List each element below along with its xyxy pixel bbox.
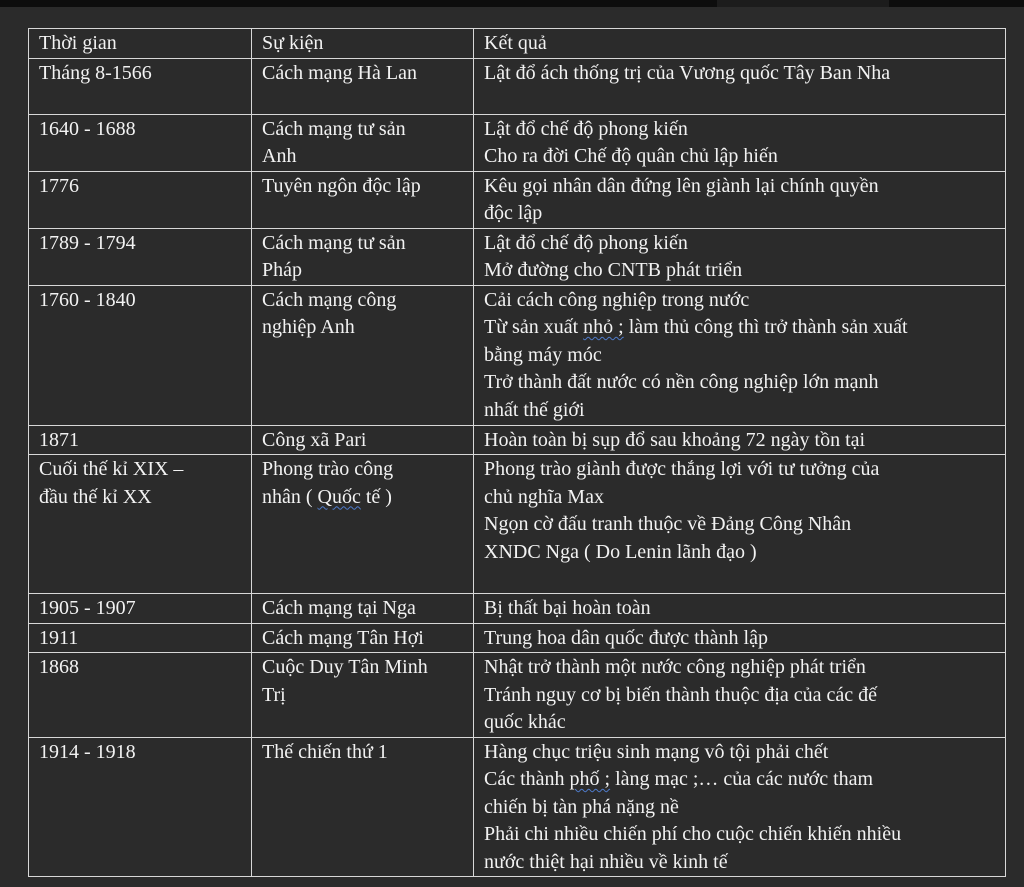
- cell-time: [29, 455, 252, 594]
- table-row: [29, 228, 1006, 285]
- table-row: [29, 171, 1006, 228]
- cell-time: [29, 594, 252, 624]
- event-line: Tuyên ngôn độc lập: [262, 174, 421, 197]
- cell-event: [252, 737, 474, 877]
- result-line: nhất thế giới: [484, 398, 585, 421]
- cell-result: [474, 228, 1006, 285]
- event-line: Pháp: [262, 259, 302, 281]
- event-line: Cách mạng công: [262, 288, 397, 311]
- event-line: Phong trào công: [262, 458, 394, 480]
- result-line: Mở đường cho CNTB phát triển: [484, 259, 743, 281]
- cell-event: [252, 58, 474, 114]
- cell-time: [29, 58, 252, 114]
- time-line: 1905 - 1907: [39, 597, 136, 619]
- result-line: Trở thành đất nước có nền công nghiệp lớn mạnh: [484, 371, 879, 393]
- event-line: Cách mạng tư sản: [262, 231, 406, 254]
- result-line: Cải cách công nghiệp trong nước: [484, 288, 750, 311]
- cell-time: [29, 285, 252, 425]
- result-line: độc lập: [484, 202, 543, 224]
- result-line: Các thành phố ; làng mạc ;… của các nước tham: [484, 768, 874, 790]
- result-line: nước thiệt hại nhiều về kinh tế: [484, 850, 728, 873]
- spellcheck-underline: Quốc: [317, 485, 361, 508]
- result-line: Phải chi nhiều chiến phí cho cuộc chiến khiến nhiều: [484, 823, 902, 845]
- table-body: [29, 58, 1006, 877]
- time-line: 1871: [39, 428, 79, 451]
- cell-time: [29, 653, 252, 738]
- cell-time: [29, 425, 252, 455]
- table-row: [29, 737, 1006, 877]
- cell-event: [252, 623, 474, 653]
- result-line: chiến bị tàn phá nặng nề: [484, 795, 679, 818]
- table-row: [29, 594, 1006, 624]
- cell-time: [29, 171, 252, 228]
- top-bar: [0, 0, 1024, 7]
- cell-result: [474, 285, 1006, 425]
- table-row: [29, 623, 1006, 653]
- table-row: [29, 58, 1006, 114]
- table-row: [29, 114, 1006, 171]
- cell-time: [29, 228, 252, 285]
- time-line: 1776: [39, 174, 79, 197]
- cell-event: [252, 653, 474, 738]
- history-events-table: [28, 28, 1006, 877]
- result-line: Hàng chục triệu sinh mạng vô tội phải chết: [484, 740, 829, 763]
- cell-event: [252, 594, 474, 624]
- top-bar-highlight: [717, 0, 889, 7]
- result-line: Lật đổ ách thống trị của Vương quốc Tây Ban Nha: [484, 61, 891, 84]
- result-line: quốc khác: [484, 711, 566, 733]
- result-line: bằng máy móc: [484, 343, 602, 366]
- cell-result: [474, 623, 1006, 653]
- cell-result: [474, 58, 1006, 114]
- table-row: [29, 455, 1006, 594]
- cell-result: [474, 653, 1006, 738]
- event-line: Cách mạng tư sản: [262, 117, 406, 140]
- result-line: Nhật trở thành một nước công nghiệp phát triển: [484, 656, 866, 678]
- time-line: 1868: [39, 656, 79, 678]
- result-line: Hoàn toàn bị sụp đổ sau khoảng 72 ngày tồn tại: [484, 428, 866, 451]
- cell-result: [474, 594, 1006, 624]
- header-time: Thời gian: [29, 29, 252, 59]
- result-line: Cho ra đời Chế độ quân chủ lập hiến: [484, 145, 778, 167]
- cell-event: [252, 114, 474, 171]
- cell-time: [29, 737, 252, 877]
- event-line: nghiệp Anh: [262, 316, 355, 338]
- event-line: Cách mạng Tân Hợi: [262, 626, 424, 649]
- cell-time: [29, 623, 252, 653]
- result-line: Kêu gọi nhân dân đứng lên giành lại chính quyền: [484, 174, 879, 197]
- result-line: Lật đổ chế độ phong kiến: [484, 231, 688, 254]
- result-line: Ngọn cờ đấu tranh thuộc về Đảng Công Nhân: [484, 513, 852, 535]
- table-row: [29, 285, 1006, 425]
- event-line: Công xã Pari: [262, 428, 367, 451]
- cell-result: [474, 171, 1006, 228]
- cell-result: [474, 455, 1006, 594]
- result-line: Phong trào giành được thắng lợi với tư tưởng của: [484, 458, 880, 480]
- table-header-row: [29, 29, 1006, 59]
- event-line: Anh: [262, 145, 297, 167]
- result-line: chủ nghĩa Max: [484, 485, 604, 508]
- cell-result: [474, 737, 1006, 877]
- result-line: XNDC Nga ( Do Lenin lãnh đạo ): [484, 540, 757, 563]
- time-line: Tháng 8-1566: [39, 61, 152, 84]
- time-line: 1640 - 1688: [39, 117, 136, 140]
- cell-time: [29, 114, 252, 171]
- event-line: Trị: [262, 683, 286, 706]
- result-line: Lật đổ chế độ phong kiến: [484, 117, 688, 140]
- spellcheck-underline: nhỏ ;: [583, 316, 624, 338]
- table-row: [29, 653, 1006, 738]
- cell-event: [252, 228, 474, 285]
- cell-result: [474, 114, 1006, 171]
- header-result: Kết quả: [474, 29, 1006, 59]
- time-line: 1914 - 1918: [39, 740, 136, 763]
- cell-event: [252, 171, 474, 228]
- result-line: Trung hoa dân quốc được thành lập: [484, 626, 768, 649]
- time-line: 1760 - 1840: [39, 288, 136, 311]
- event-line: Thế chiến thứ 1: [262, 740, 388, 763]
- time-line: 1789 - 1794: [39, 231, 136, 254]
- event-line: Cách mạng tại Nga: [262, 597, 416, 619]
- cell-event: [252, 285, 474, 425]
- result-line: Bị thất bại hoàn toàn: [484, 597, 651, 619]
- cell-event: [252, 425, 474, 455]
- cell-event: [252, 455, 474, 594]
- result-line: Từ sản xuất nhỏ ; làm thủ công thì trở thành sản xuất: [484, 316, 908, 338]
- event-line: nhân ( Quốc tế ): [262, 485, 392, 508]
- result-line: Tránh nguy cơ bị biến thành thuộc địa của các đế: [484, 683, 878, 706]
- time-line: Cuối thế kỉ XIX –: [39, 458, 184, 480]
- time-line: đầu thế kỉ XX: [39, 485, 152, 508]
- table-row: [29, 425, 1006, 455]
- header-event: Sự kiện: [252, 29, 474, 59]
- event-line: Cuộc Duy Tân Minh: [262, 656, 428, 678]
- cell-result: [474, 425, 1006, 455]
- event-line: Cách mạng Hà Lan: [262, 61, 417, 84]
- time-line: 1911: [39, 626, 79, 649]
- spellcheck-underline: phố ;: [569, 768, 611, 790]
